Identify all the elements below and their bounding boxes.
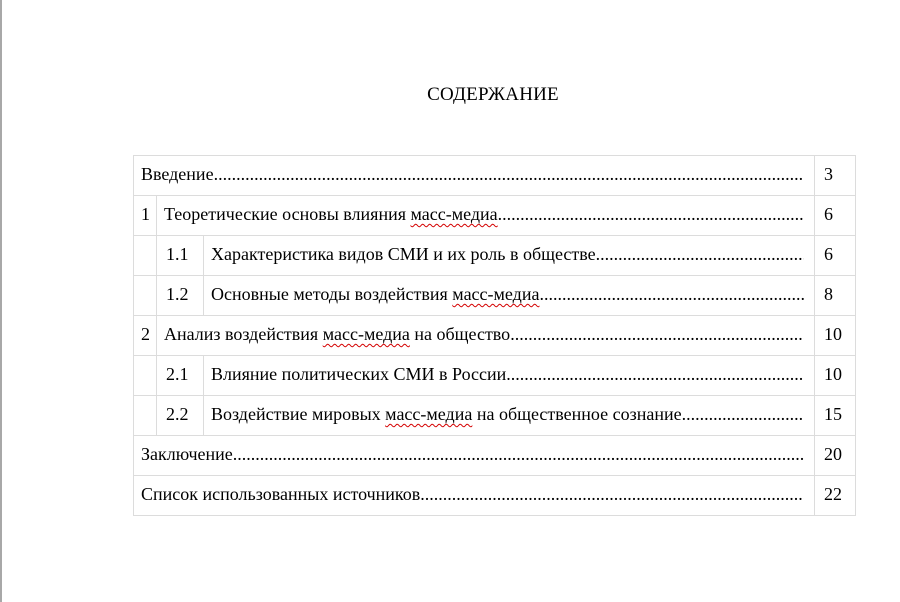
toc-page-number: 3	[824, 164, 833, 184]
dot-leader	[539, 283, 804, 305]
dot-leader	[420, 483, 804, 505]
toc-page-number: 15	[824, 404, 842, 424]
spellcheck-underline: масс-медиа	[410, 204, 498, 224]
toc-entry-title[interactable]: Список использованных источников	[141, 484, 421, 504]
toc-row-references	[134, 476, 856, 516]
toc-entry-number: 2.1	[166, 364, 189, 384]
toc-entry-title[interactable]: Воздействие мировых масс-медиа на общественное сознание	[211, 404, 682, 424]
toc-entry-number: 1	[141, 204, 150, 224]
toc-entry-number: 1.2	[166, 284, 189, 304]
toc-page-number: 22	[824, 484, 842, 504]
toc-row-chapter-2	[134, 316, 856, 356]
toc-page-number: 20	[824, 444, 842, 464]
toc-row-section-2-2	[134, 396, 856, 436]
toc-entry-title[interactable]: Заключение	[141, 444, 233, 464]
dot-leader	[214, 163, 804, 185]
toc-page-number: 10	[824, 364, 842, 384]
dot-leader	[510, 323, 804, 345]
toc-entry-title[interactable]: Влияние политических СМИ в России	[211, 364, 507, 384]
toc-entry-title[interactable]: Анализ воздействия масс-медиа на общество	[164, 324, 511, 344]
dot-leader	[506, 363, 804, 385]
dot-leader	[682, 403, 804, 425]
toc-row-section-2-1	[134, 356, 856, 396]
toc-page-number: 6	[824, 244, 833, 264]
toc-title: СОДЕРЖАНИЕ	[427, 84, 559, 105]
toc-row-conclusion	[134, 436, 856, 476]
toc-entry-number: 1.1	[166, 244, 189, 264]
spellcheck-underline: масс-медиа	[385, 404, 473, 424]
toc-table	[133, 155, 856, 516]
toc-page-number: 8	[824, 284, 833, 304]
toc-entry-title[interactable]: Основные методы воздействия масс-медиа	[211, 284, 540, 304]
toc-page-number: 6	[824, 204, 833, 224]
dot-leader	[498, 203, 804, 225]
toc-page-number: 10	[824, 324, 842, 344]
toc-entry-number: 2.2	[166, 404, 189, 424]
toc-row-section-1-1	[134, 236, 856, 276]
spellcheck-underline: масс-медиа	[452, 284, 540, 304]
dot-leader	[233, 443, 804, 465]
toc-row-chapter-1	[134, 196, 856, 236]
toc-row-intro	[134, 156, 856, 196]
toc-entry-title[interactable]: Введение	[141, 164, 214, 184]
toc-entry-title[interactable]: Характеристика видов СМИ и их роль в обществе	[211, 244, 596, 264]
toc-row-section-1-2	[134, 276, 856, 316]
spellcheck-underline: масс-медиа	[322, 324, 410, 344]
toc-entry-title[interactable]: Теоретические основы влияния масс-медиа	[164, 204, 498, 224]
toc-entry-number: 2	[141, 324, 150, 344]
dot-leader	[596, 243, 804, 265]
